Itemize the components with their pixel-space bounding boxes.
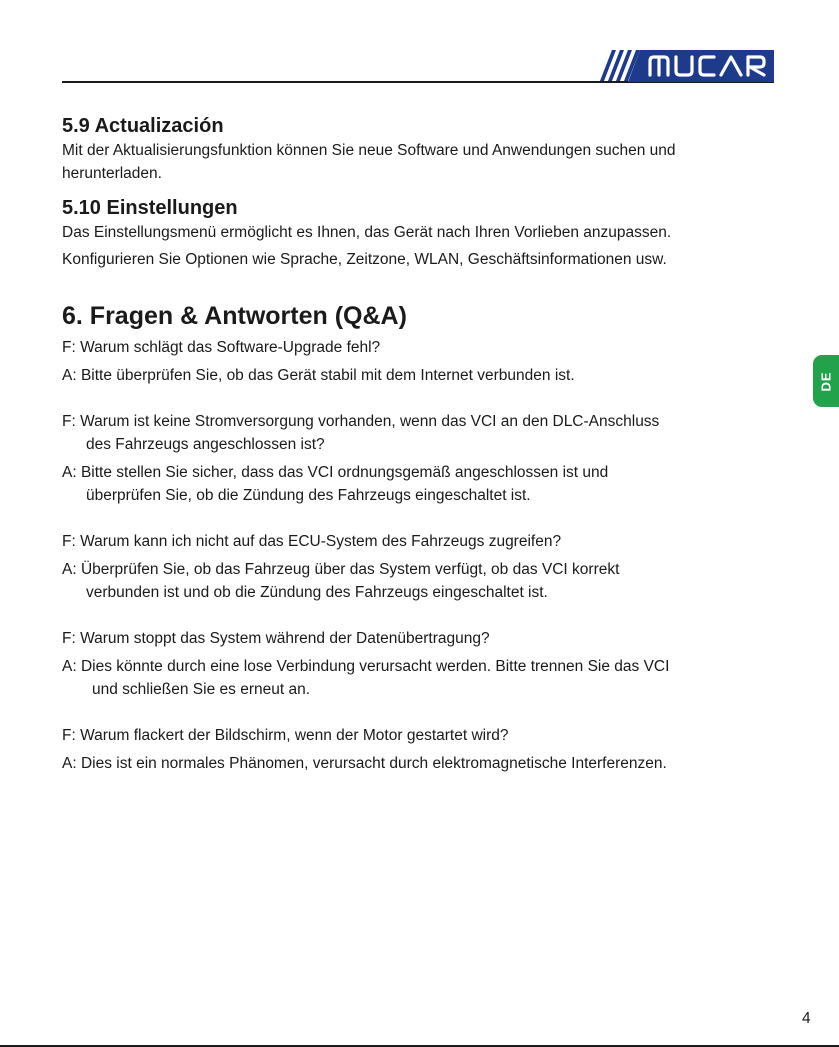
question: F: Warum ist keine Stromversorgung vorhanden, wenn das VCI an den DLC-Anschluss — [62, 413, 660, 430]
answer: A: Bitte stellen Sie sicher, dass das VCI ordnungsgemäß angeschlossen ist und — [62, 464, 609, 481]
section-heading-5-9: 5.9 Actualización — [62, 115, 224, 137]
qa-item — [62, 724, 777, 775]
section-text: Konfigurieren Sie Optionen wie Sprache, Zeitzone, WLAN, Geschäftsinformationen usw. — [62, 251, 667, 268]
answer: A: Überprüfen Sie, ob das Fahrzeug über das System verfügt, ob das VCI korrekt — [62, 561, 620, 578]
question: F: Warum schlägt das Software-Upgrade fehl? — [62, 339, 381, 356]
mucar-logo — [590, 46, 774, 82]
page-number: 4 — [802, 1010, 811, 1027]
section-text: Das Einstellungsmenü ermöglicht es Ihnen, das Gerät nach Ihren Vorlieben anzupassen. — [62, 224, 672, 241]
page-content — [62, 113, 777, 775]
answer-continued: verbunden ist und ob die Zündung des Fahrzeugs eingeschaltet ist. — [86, 584, 548, 601]
qa-item — [62, 627, 777, 701]
question: F: Warum flackert der Bildschirm, wenn der Motor gestartet wird? — [62, 727, 509, 744]
section-text: Mit der Aktualisierungsfunktion können Sie neue Software und Anwendungen suchen und — [62, 142, 676, 159]
question: F: Warum stoppt das System während der Datenübertragung? — [62, 630, 490, 647]
answer: A: Dies könnte durch eine lose Verbindung verursacht werden. Bitte trennen Sie das VCI — [62, 658, 670, 675]
section-heading-5-10: 5.10 Einstellungen — [62, 197, 238, 219]
section-heading-6: 6. Fragen & Antworten (Q&A) — [62, 302, 407, 330]
qa-item — [62, 336, 777, 387]
question: F: Warum kann ich nicht auf das ECU-System des Fahrzeugs zugreifen? — [62, 533, 562, 550]
section-text: herunterladen. — [62, 165, 162, 182]
language-tab[interactable] — [813, 355, 839, 407]
answer-continued: überprüfen Sie, ob die Zündung des Fahrzeugs eingeschaltet ist. — [86, 487, 531, 504]
answer-continued: und schließen Sie es erneut an. — [92, 681, 310, 698]
qa-item — [62, 530, 777, 604]
qa-item — [62, 410, 777, 507]
question-continued: des Fahrzeugs angeschlossen ist? — [86, 436, 325, 453]
language-tab-label: DE — [818, 370, 834, 392]
answer: A: Dies ist ein normales Phänomen, verursacht durch elektromagnetische Interferenzen. — [62, 755, 667, 772]
answer: A: Bitte überprüfen Sie, ob das Gerät stabil mit dem Internet verbunden ist. — [62, 367, 575, 384]
